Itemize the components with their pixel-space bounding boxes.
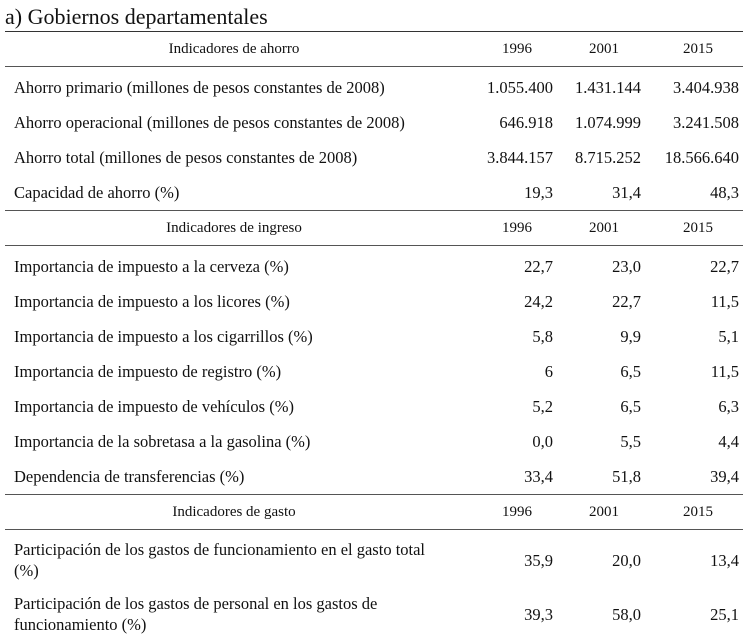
cell-value: 19,3 — [524, 182, 553, 202]
row-label: Participación de los gastos de personal en los gastos de funcionamiento (%) — [14, 594, 378, 634]
table-row — [5, 175, 743, 210]
table-row — [5, 533, 743, 587]
cell-value: 48,3 — [710, 182, 739, 202]
cell-value: 11,5 — [710, 291, 739, 311]
cell-value: 0,0 — [532, 431, 553, 451]
cell-value: 5,8 — [532, 326, 553, 346]
indicators-table — [5, 31, 743, 641]
row-label: Importancia de la sobretasa a la gasolina (%) — [14, 431, 311, 451]
row-label: Ahorro operacional (millones de pesos constantes de 2008) — [14, 112, 405, 132]
table-row — [5, 249, 743, 284]
year-header: 2015 — [683, 503, 713, 520]
cell-value: 11,5 — [710, 361, 739, 381]
row-label: Capacidad de ahorro (%) — [14, 182, 180, 202]
cell-value: 1.431.144 — [575, 77, 641, 97]
year-header: 2001 — [589, 503, 619, 520]
year-header: 1996 — [502, 219, 532, 236]
cell-value: 22,7 — [524, 256, 553, 276]
section-title: Indicadores de ahorro — [168, 40, 300, 57]
table-row — [5, 587, 743, 641]
cell-value: 5,2 — [532, 396, 553, 416]
table-row — [5, 424, 743, 459]
year-header: 1996 — [502, 40, 532, 57]
cell-value: 24,2 — [524, 291, 553, 311]
cell-value: 23,0 — [612, 256, 641, 276]
cell-value: 6 — [544, 361, 553, 381]
row-label: Importancia de impuesto a los licores (%) — [14, 291, 290, 311]
year-header: 2015 — [683, 219, 713, 236]
cell-value: 1.074.999 — [575, 112, 641, 132]
section-title: Indicadores de gasto — [172, 503, 296, 520]
cell-value: 6,5 — [620, 361, 641, 381]
cell-value: 6,5 — [620, 396, 641, 416]
cell-value: 646.918 — [499, 112, 553, 132]
cell-value: 58,0 — [612, 604, 641, 624]
section-header-gasto — [5, 494, 743, 530]
row-label: Dependencia de transferencias (%) — [14, 466, 245, 486]
cell-value: 8.715.252 — [575, 147, 641, 167]
table-title: a) Gobiernos departamentales — [5, 4, 268, 29]
table-row — [5, 140, 743, 175]
cell-value: 35,9 — [524, 550, 553, 570]
table-row — [5, 389, 743, 424]
cell-value: 5,1 — [718, 326, 739, 346]
section-header-ahorro — [5, 31, 743, 67]
table-row — [5, 354, 743, 389]
cell-value: 22,7 — [612, 291, 641, 311]
row-label: Importancia de impuesto de registro (%) — [14, 361, 282, 381]
table-row — [5, 284, 743, 319]
year-header: 2015 — [683, 40, 713, 57]
cell-value: 39,3 — [524, 604, 553, 624]
cell-value: 13,4 — [710, 550, 739, 570]
year-header: 2001 — [589, 219, 619, 236]
cell-value: 1.055.400 — [487, 77, 553, 97]
cell-value: 25,1 — [710, 604, 739, 624]
year-header: 2001 — [589, 40, 619, 57]
cell-value: 20,0 — [612, 550, 641, 570]
year-header: 1996 — [502, 503, 532, 520]
cell-value: 51,8 — [612, 466, 641, 486]
section-title: Indicadores de ingreso — [166, 219, 302, 236]
cell-value: 33,4 — [524, 466, 553, 486]
row-label: Importancia de impuesto a la cerveza (%) — [14, 256, 289, 276]
cell-value: 3.404.938 — [673, 77, 739, 97]
table-row — [5, 459, 743, 494]
table-row — [5, 319, 743, 354]
cell-value: 3.844.157 — [487, 147, 553, 167]
cell-value: 4,4 — [718, 431, 739, 451]
cell-value: 5,5 — [620, 431, 641, 451]
table-row — [5, 70, 743, 105]
cell-value: 9,9 — [620, 326, 641, 346]
row-label: Importancia de impuesto a los cigarrillos (%) — [14, 326, 313, 346]
table-row — [5, 105, 743, 140]
cell-value: 31,4 — [612, 182, 641, 202]
cell-value: 18.566.640 — [664, 147, 739, 167]
cell-value: 6,3 — [718, 396, 739, 416]
cell-value: 3.241.508 — [673, 112, 739, 132]
row-label: Ahorro primario (millones de pesos constantes de 2008) — [14, 77, 385, 97]
cell-value: 39,4 — [710, 466, 739, 486]
cell-value: 22,7 — [710, 256, 739, 276]
row-label: Participación de los gastos de funcionamiento en el gasto total (%) — [14, 540, 426, 580]
row-label: Importancia de impuesto de vehículos (%) — [14, 396, 294, 416]
section-header-ingreso — [5, 210, 743, 246]
row-label: Ahorro total (millones de pesos constantes de 2008) — [14, 147, 358, 167]
